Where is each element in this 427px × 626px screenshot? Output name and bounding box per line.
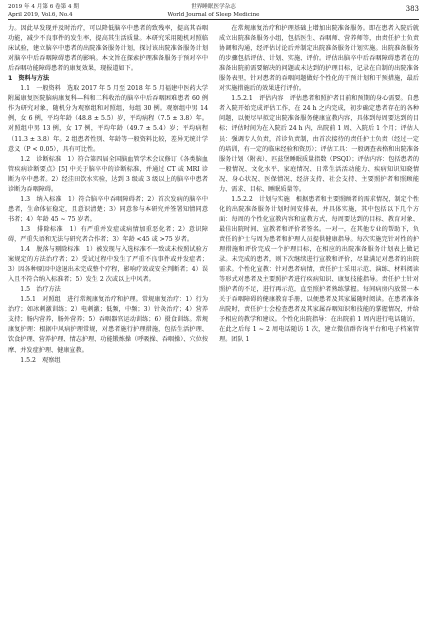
- header-issue-cn: 2019 年 4 月第 6 卷第 4 期: [8, 4, 79, 10]
- header-journal-cn: 世界睡眠医学杂志: [191, 4, 236, 10]
- subheading-treatment-methods: 1.5 治疗方法: [20, 286, 61, 294]
- paragraph-assessment-content: 1.5.2.1 评估内容 评估患者和照护者目前和预期的身心需要。自患者入院开始完成评估工作，在 24 h 之内完成，初步确定患者存在的各种问题，以便尽早拟定出院准备服务健康宣教内容，具体到每周要达到的目标；评估时间为在入院后 24 h 内，出院前 1 周、入院后 1 个月；评估人员：强调专人负责，首诊负责制，由首次接待的责任护士负责（经过一定的培训，有一定的临床经验和资历）；评估工具：一般调查表格和出院准备服务计划（附表）、匹兹堡睡眠质量指数（PSQI）；评估内容：包括患者的一般情况、文化水平、家庭情况、日常生活活动能力、疾病知识知晓情况、身心状况、医保情况、经济支持、社会支持、主要照护者和照顾能力、需求、目标、睡眠质量等。: [219, 95, 420, 193]
- paragraph-exclusion-criteria: 1.3 排除标准 1）有严重并发症或病情加重恶化者；2）意识障碍，严重失语和无法与研究者合作者；3）年龄 <45 或 >75 岁者。: [8, 225, 208, 243]
- paragraph-observation-group: 在常规康复治疗和护理基础上增加出院准备服务。即在患者入院后就成立出院准备服务小组，包括医生、吞咽师、营养师等，由责任护士负责协调和沟通，经评估讨论后并制定出院准备服务计划实施。出院准备服务的步骤包括评估、计划、实施、评价。评估出脑卒中后吞咽障碍患者在的准备出院前需要解决的问题或未达到的护理目标，记录在自制的出院准备服务表里，针对患者的吞咽问题做好个性化的干预计划和干预措施，最后对实施措施后的效果进行评价。: [219, 25, 419, 93]
- header-issue-en: April 2019, Vol.6, No.4: [8, 12, 73, 18]
- running-header: [8, 3, 419, 25]
- paragraph-diagnostic-criteria: 1.2 诊断标准 1）符合第四届全国脑血管学术会议修订《各类脑血管疾病诊断要点》[5] 中关于脑卒中的诊断标准，并通过 CT 或 MRI 诊断为卒中患者。2）经洼田饮水实验，达到 3 级或 3 级以上的脑卒中患者诊断为吞咽障碍。: [8, 155, 208, 193]
- paragraph-dropout-criteria: 1.4 脱落与剔除标准 1）被发现与入选标准不一致或未按照试验方案规定的方法治疗者；2）受试过程中发生了严重不良事件或并发症者；3）因各种原因中途退出未完成整个疗程，影响疗效或安全判断者；4）误入且不符合纳入标准者；5）发生 2 次或以上中风者。: [8, 246, 208, 284]
- header-journal-en: World Journal of Sleep Medicine: [167, 12, 260, 18]
- paragraph-plan-implementation: 1.5.2.2 计划与实施 根据患者和主要照顾者的需求情况，制定个性化的出院准备服务计划时间安排表，并具体实施，其中包括以下几个方面：每周的个性化宣教内容和宣教方式、每周要达到的目标、教育对象、最佳出院时间、宣教者和评价者签名。一对一，在其他专业的帮助下，负责任的护士与周为患者和护理人员提供健康指导。每次实施完针对性的护理措施和评价完成一个护理目标，在相应的出院准备服务计划表上做记录。未完成的患者，则下次继续进行宣教和评价，尽量满足对患者的出院需求。个性化宣教：针对患者病情，责任护士采用示范、演练、材料阅读等形式对患者及主要照护者进行疾病知识、康复技能指导。责任护士针对照护者的不足，进行再示范，直至照护者熟练掌握。每间病房内放置一本关于吞咽障碍的健康教育手册，以便患者及其家属随时阅读。在患者准备出院时，责任护士会检查患者及其家属吞咽知识和技能的掌握情况，并给予相应的教学和建议。个性化出院指导：在出院前 1 周内进行电话随访，在此之后每 1 ~ 2 周电话随访 1 次，建立微信群咨询平台和电子档案管理。团队 1: [219, 195, 419, 344]
- page-number: 383: [405, 5, 419, 13]
- paragraph-inclusion-criteria: 1.3 纳入标准 1）符合脑卒中吞咽障碍者；2）首次发病的脑卒中患者，生命体征稳定，且意识清楚；3）同意参与本研究并签署知情同意书者；4）年龄 45 ~ 75 岁者。: [8, 195, 208, 223]
- right-column: [219, 24, 419, 346]
- subheading-observation-group: 1.5.2 观察组: [20, 356, 61, 364]
- left-column: [8, 24, 208, 366]
- intro-paragraph-end: 力。因此早发现并及时治疗，可以降低脑卒中患者的致残率，提高其吞咽功能，减少不良事件的发生率，提高其生活质量。本研究采用随机对照临床试验，建立脑卒中患者的出院准备服务计划，探讨该出院准备服务计划对脑卒中后吞咽障碍患者的影响。本文旨在探索护理准备服务于预对卒中后吞咽功能障碍患者的康复效果，现报道如下。: [8, 25, 208, 73]
- header-journal-title: [8, 3, 419, 19]
- header-divider: [8, 19, 419, 20]
- paragraph-control-group: 1.5.1 对照组 进行常规康复治疗和护理。常规康复治疗：1）行为治疗；如冰刺激训练；2）电刺激；低频，中频；3）针灸治疗；4）营养支持；肠内营养，肠外营养；5）吞咽器官运动训练；6）摄食训练。常规康复护理：根据中风病护理常规，对患者施行护理措施，包括生活护理、饮食护理、营养护理、情志护理、功能锻炼操（呼吸操、吞咽操）、穴位按摩、并发症护理、健康宣教。: [8, 296, 208, 354]
- section-heading-materials-methods: 1 资料与方法: [8, 75, 50, 83]
- paragraph-general-data: 1.1 一般资料 选取 2017 年 5 月至 2018 年 5 月福建中医药大学附属康复医院脑病康复科—科和二科收治的脑卒中后吞咽困难患者 60 例作为研究对象，随机分为观察组和对照组，每组 30 例。观察组中男 14 例，女 6 例，平均年龄（48.8 ± 5.5）岁，平均病程（7.5 ± 3.8）年。对照组中男 13 例，女 17 例，平均年龄（49.7 ± 5.4）岁；平均病程（11.3 ± 3.8）年。2 组患者性别、年龄等一般资料比较，差异无统计学意义（P < 0.05），具有可比性。: [8, 85, 208, 153]
